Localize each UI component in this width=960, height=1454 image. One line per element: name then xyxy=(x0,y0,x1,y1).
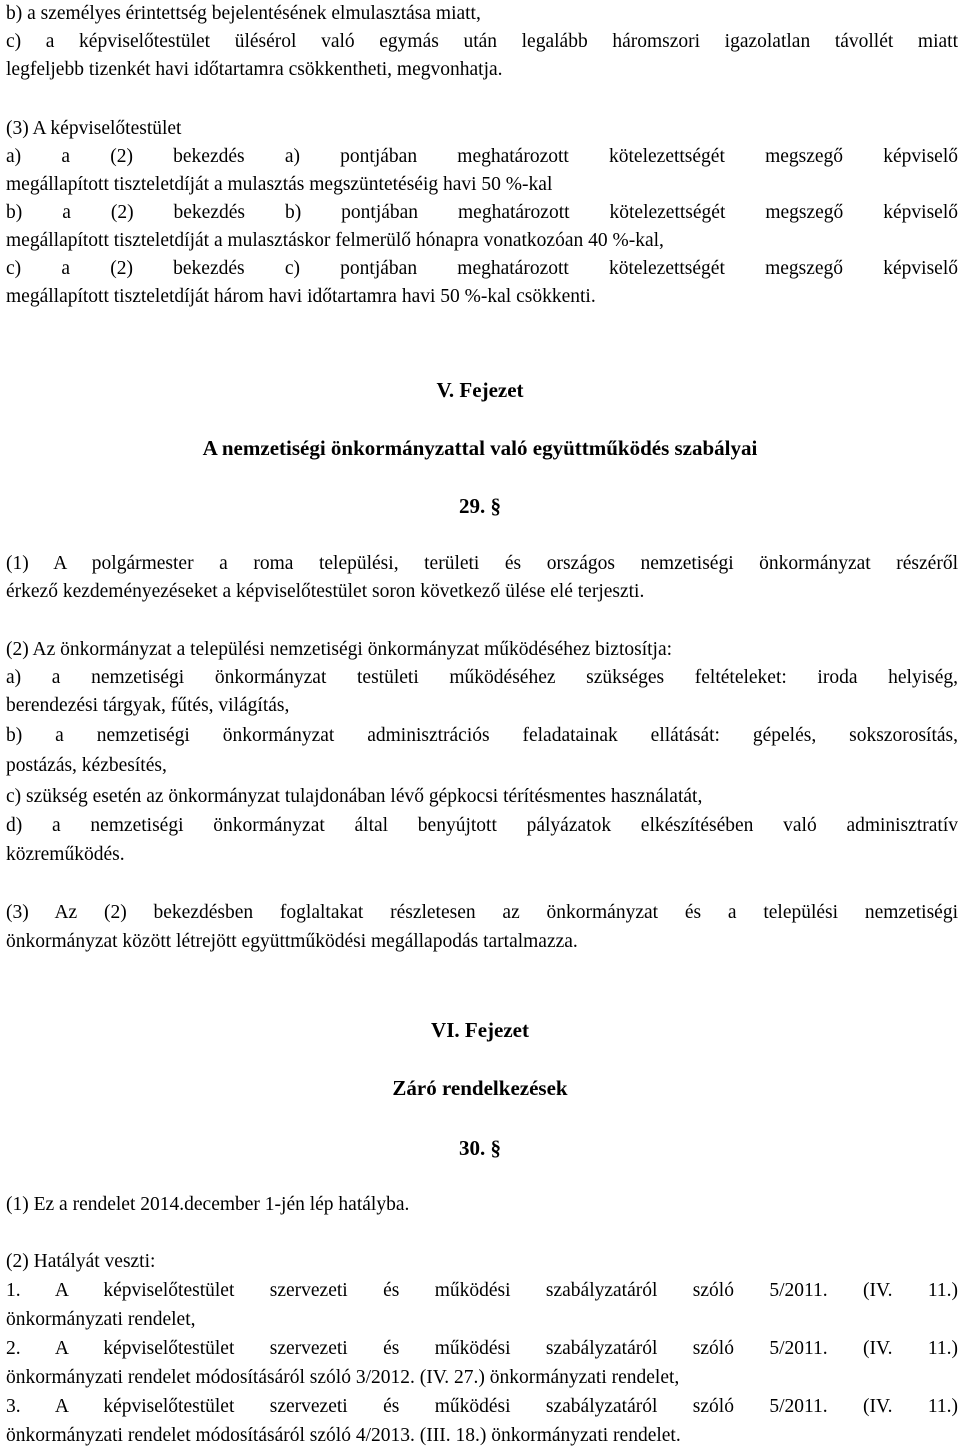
chapter-v-subtitle: A nemzetiségi önkormányzattal való együttműködés szabályai xyxy=(202,436,758,460)
section-29-item-b: b) a nemzetiségi önkormányzat adminisztrációs feladatainak ellátását: gépelés, sokszorosítás, xyxy=(6,725,958,746)
section-30-para-2: (2) Hatályát veszti: xyxy=(6,1251,156,1272)
text-line: közreműködés. xyxy=(6,844,125,865)
text-line: berendezési tárgyak, fűtés, világítás, xyxy=(6,695,290,716)
text-line: megállapított tiszteletdíját három havi időtartamra havi 50 %-kal csökkenti. xyxy=(6,286,596,307)
chapter-vi-title: VI. Fejezet xyxy=(431,1018,529,1042)
repealed-item-3: 3. A képviselőtestület szervezeti és működési szabályzatáról szóló 5/2011. (IV. 11.) xyxy=(6,1396,958,1417)
text-line: megállapított tiszteletdíját a mulasztáskor felmerülő hónapra vonatkozóan 40 %-kal, xyxy=(6,230,664,251)
text-line: megállapított tiszteletdíját a mulasztás megszüntetéséig havi 50 %-kal xyxy=(6,174,553,195)
chapter-v-title: V. Fejezet xyxy=(436,378,524,402)
section-29-item-c: c) szükség esetén az önkormányzat tulajdonában lévő gépkocsi térítésmentes használatát, xyxy=(6,786,703,807)
section-30-para-1: (1) Ez a rendelet 2014.december 1-jén lép hatályba. xyxy=(6,1194,410,1215)
text-line: önkormányzat között létrejött együttműködési megállapodás tartalmazza. xyxy=(6,931,578,952)
section-29-heading: 29. § xyxy=(459,494,501,518)
text-line: legfeljebb tizenkét havi időtartamra csökkentheti, megvonhatja. xyxy=(6,59,503,80)
paragraph-3-item-a: a) a (2) bekezdés a) pontjában meghatározott kötelezettségét megszegő képviselő xyxy=(6,146,958,167)
paragraph-3-heading: (3) A képviselőtestület xyxy=(6,118,182,139)
text-line: érkező kezdeményezéseket a képviselőtestület soron következő ülése elé terjeszti. xyxy=(6,581,645,602)
text-line: postázás, kézbesítés, xyxy=(6,755,167,776)
paragraph-3-item-b: b) a (2) bekezdés b) pontjában meghatározott kötelezettségét megszegő képviselő xyxy=(6,202,958,223)
text-line: önkormányzati rendelet, xyxy=(6,1309,196,1330)
list-item-c: c) a képviselőtestület ülésérol való egymás után legalább háromszori igazolatlan távollét miatt xyxy=(6,31,958,52)
section-29-para-2: (2) Az önkormányzat a települési nemzetiségi önkormányzat működéséhez biztosítja: xyxy=(6,639,673,660)
repealed-item-2: 2. A képviselőtestület szervezeti és működési szabályzatáról szóló 5/2011. (IV. 11.) xyxy=(6,1338,958,1359)
paragraph-3-item-c: c) a (2) bekezdés c) pontjában meghatározott kötelezettségét megszegő képviselő xyxy=(6,258,958,279)
section-29-item-d: d) a nemzetiségi önkormányzat által benyújtott pályázatok elkészítésében való adminisztratív xyxy=(6,815,958,836)
list-item-b: b) a személyes érintettség bejelentésének elmulasztása miatt, xyxy=(6,3,481,24)
text-line: önkormányzati rendelet módosításáról szóló 3/2012. (IV. 27.) önkormányzati rendelet, xyxy=(6,1367,680,1388)
section-30-heading: 30. § xyxy=(459,1136,501,1160)
repealed-item-1: 1. A képviselőtestület szervezeti és működési szabályzatáról szóló 5/2011. (IV. 11.) xyxy=(6,1280,958,1301)
text-line: önkormányzati rendelet módosításáról szóló 4/2013. (III. 18.) önkormányzati rendelet. xyxy=(6,1425,681,1446)
section-29-para-1: (1) A polgármester a roma települési, területi és országos nemzetiségi önkormányzat részéről xyxy=(6,553,958,574)
section-29-para-3: (3) Az (2) bekezdésben foglaltakat részletesen az önkormányzat és a települési nemzetiségi xyxy=(6,902,958,923)
chapter-vi-subtitle: Záró rendelkezések xyxy=(392,1076,568,1100)
section-29-item-a: a) a nemzetiségi önkormányzat testületi működéséhez szükséges feltételeket: iroda helyiség, xyxy=(6,667,958,688)
